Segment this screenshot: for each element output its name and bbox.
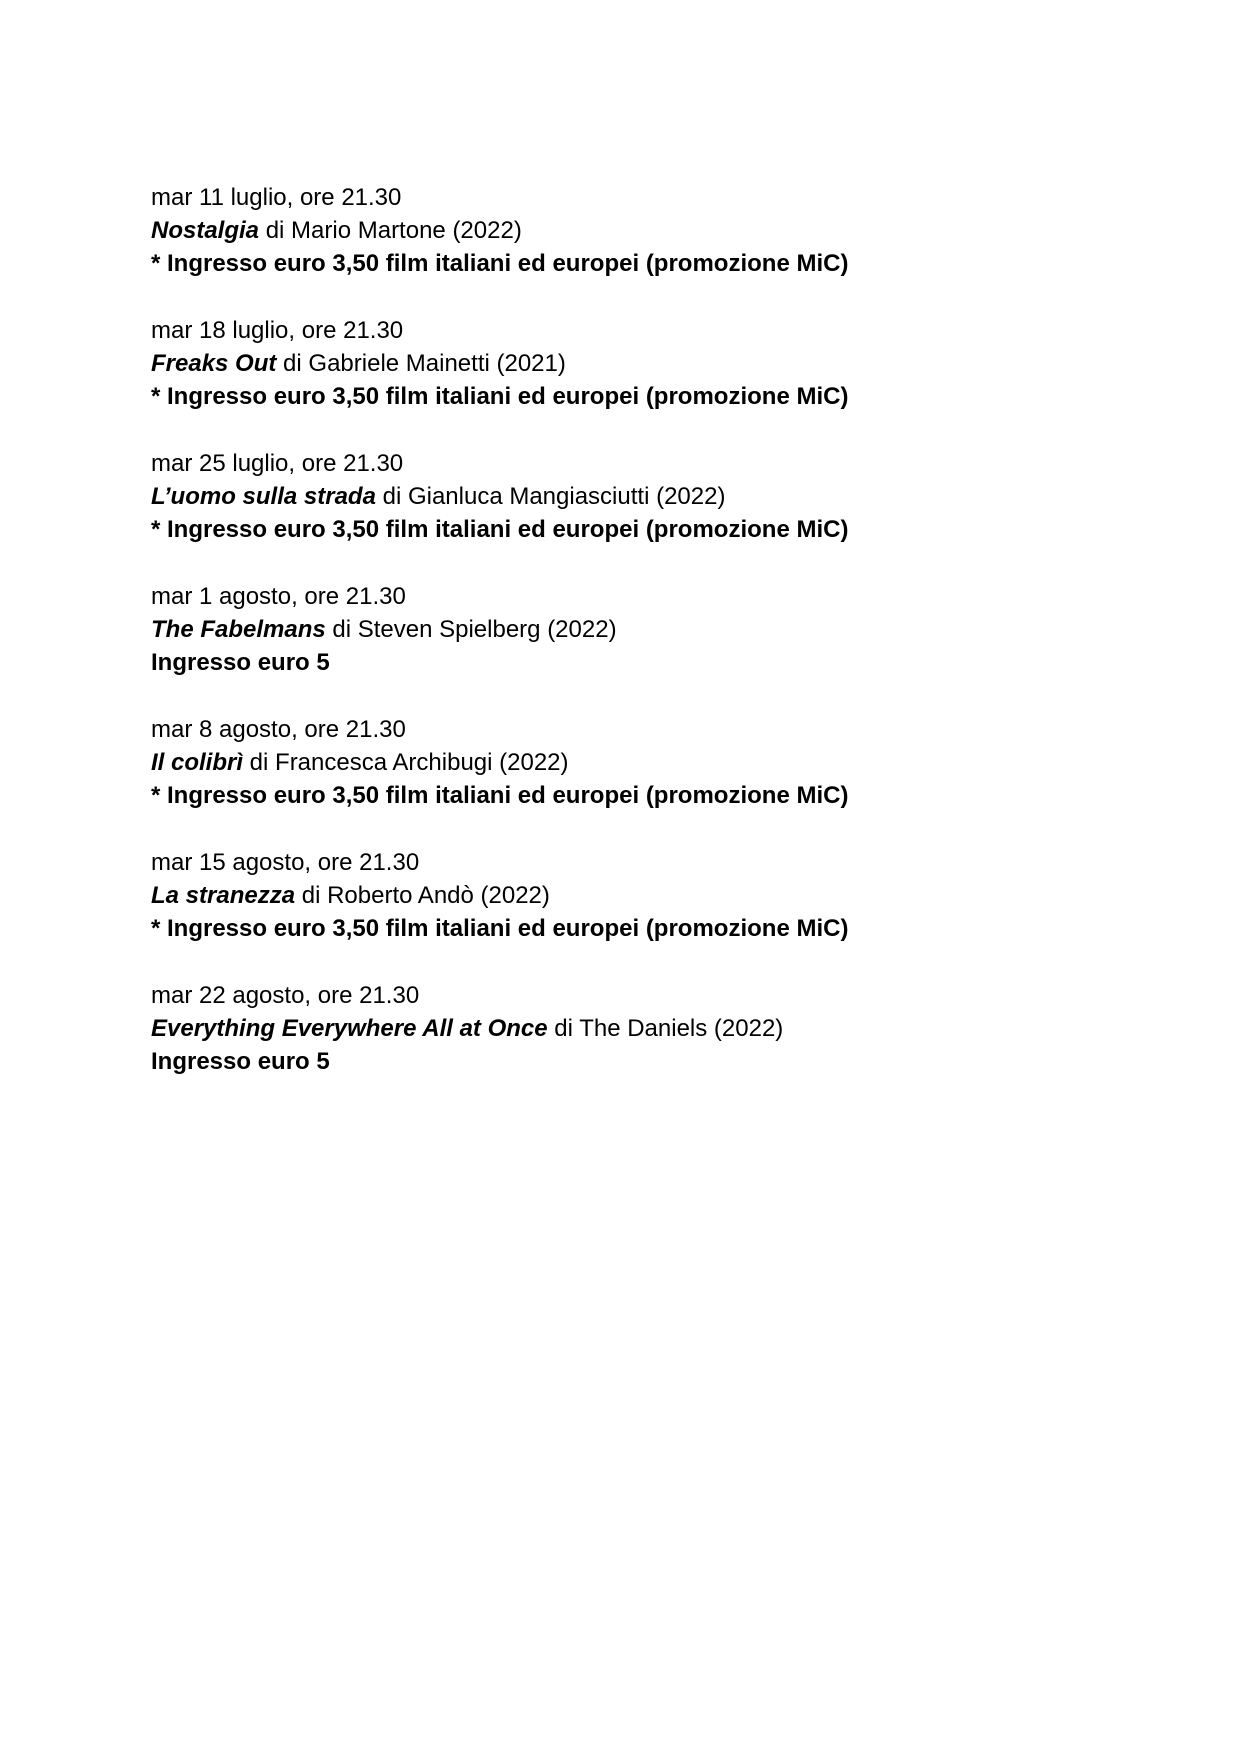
- screening-film: [151, 746, 1151, 779]
- screening-film: [151, 1012, 1151, 1045]
- ticket-price: * Ingresso euro 3,50 film italiani ed europei (promozione MiC): [151, 383, 849, 410]
- film-title: La stranezza: [151, 882, 296, 909]
- screening-date: mar 25 luglio, ore 21.30: [151, 450, 404, 477]
- screening-date: mar 15 agosto, ore 21.30: [151, 849, 420, 876]
- ticket-price: * Ingresso euro 3,50 film italiani ed europei (promozione MiC): [151, 250, 849, 277]
- film-credit: di Gabriele Mainetti (2021): [276, 350, 566, 377]
- screening-film: [151, 214, 1151, 247]
- screening-schedule: [151, 181, 1151, 1112]
- film-title: Nostalgia: [151, 217, 260, 244]
- screening-item: [151, 846, 1151, 945]
- screening-date: mar 18 luglio, ore 21.30: [151, 317, 404, 344]
- screening-date: mar 1 agosto, ore 21.30: [151, 583, 406, 610]
- screening-film: [151, 613, 1151, 646]
- ticket-price: * Ingresso euro 3,50 film italiani ed europei (promozione MiC): [151, 516, 849, 543]
- film-title: Freaks Out: [151, 350, 277, 377]
- screening-item: [151, 580, 1151, 679]
- screening-item: [151, 181, 1151, 280]
- film-credit: di Roberto Andò (2022): [295, 882, 550, 909]
- film-title: L’uomo sulla strada: [151, 483, 376, 510]
- screening-film: [151, 879, 1151, 912]
- film-credit: di Gianluca Mangiasciutti (2022): [375, 483, 726, 510]
- screening-date: mar 11 luglio, ore 21.30: [151, 184, 402, 211]
- screening-date: mar 22 agosto, ore 21.30: [151, 982, 420, 1009]
- ticket-price: Ingresso euro 5: [151, 649, 330, 676]
- screening-film: [151, 480, 1151, 513]
- screening-item: [151, 713, 1151, 812]
- screening-item: [151, 979, 1151, 1078]
- screening-item: [151, 314, 1151, 413]
- ticket-price: Ingresso euro 5: [151, 1048, 330, 1075]
- film-title: Il colibrì: [151, 749, 244, 776]
- screening-item: [151, 447, 1151, 546]
- ticket-price: * Ingresso euro 3,50 film italiani ed europei (promozione MiC): [151, 782, 849, 809]
- film-credit: di Steven Spielberg (2022): [325, 616, 617, 643]
- ticket-price: * Ingresso euro 3,50 film italiani ed europei (promozione MiC): [151, 915, 849, 942]
- film-title: The Fabelmans: [151, 616, 326, 643]
- film-credit: di Mario Martone (2022): [259, 217, 522, 244]
- film-title: Everything Everywhere All at Once: [151, 1015, 548, 1042]
- screening-date: mar 8 agosto, ore 21.30: [151, 716, 406, 743]
- film-credit: di Francesca Archibugi (2022): [243, 749, 569, 776]
- film-credit: di The Daniels (2022): [547, 1015, 784, 1042]
- screening-film: [151, 347, 1151, 380]
